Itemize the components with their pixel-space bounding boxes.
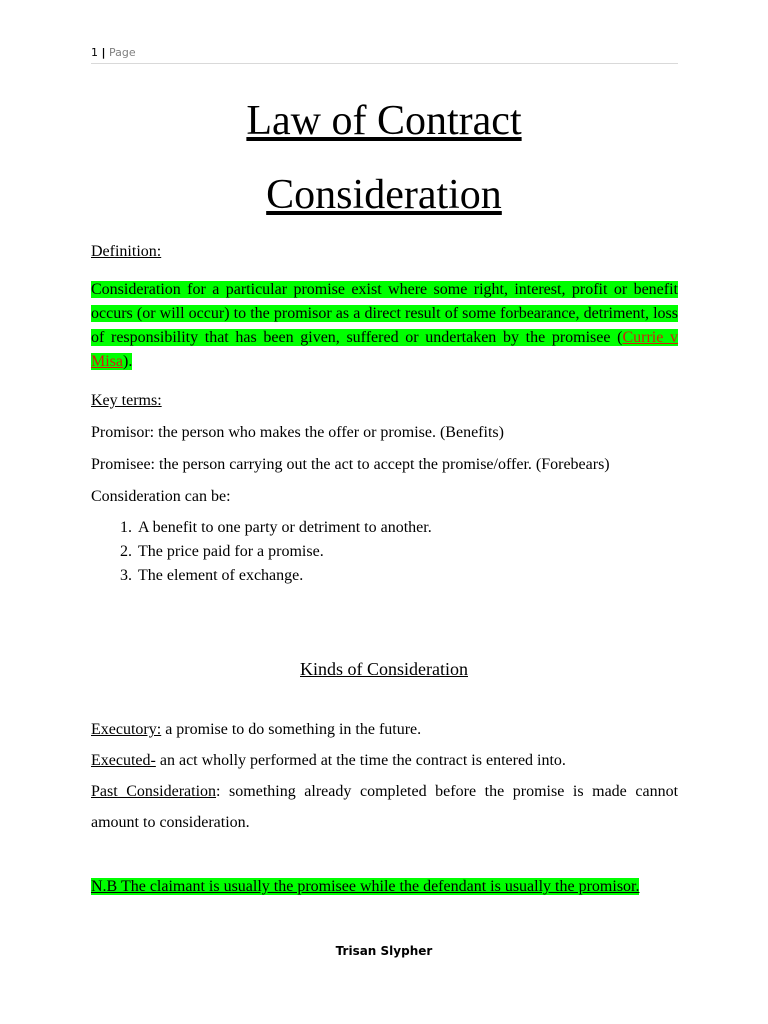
page-footer: Trisan Slypher [335,944,433,958]
definition-text: Consideration for a particular promise exist where some right, interest, profit or benefit occurs (or will occur) to the promisor as a direct result of some forbearance, detriment, loss of responsibility that has been given, suffered or undertaken by the promisee ( [91,281,678,346]
promisee-definition: Promisee: the person carrying out the act to accept the promise/offer. (Forebears) [91,456,610,473]
executory-text: a promise to do something in the future. [161,721,422,738]
definition-heading: Definition: [91,243,162,260]
definition-text-end: ). [123,353,133,370]
definition-paragraph [91,278,678,374]
key-terms-heading: Key terms: [91,392,162,409]
executed-line [91,745,678,776]
main-content [91,243,678,588]
document-title: Law of Contract [246,98,522,144]
executed-term: Executed- [91,752,156,769]
consideration-list [91,516,678,588]
past-consideration-line [91,776,678,838]
page-label: Page [109,46,136,59]
executed-text: an act wholly performed at the time the contract is entered into. [155,752,566,769]
kinds-heading: Kinds of Consideration [300,659,468,679]
page-header [91,46,678,64]
case-link[interactable]: Currie v Misa [91,329,679,370]
list-item: 2. The price paid for a promise. [136,540,678,564]
note-block [91,871,678,902]
document-subtitle: Consideration [266,172,502,218]
list-item: 3. The element of exchange. [136,564,678,588]
past-term: Past Consideration [91,783,217,800]
promisor-definition: Promisor: the person who makes the offer or promise. (Benefits) [91,424,504,441]
list-item: 1. A benefit to one party or detriment to another. [136,516,678,540]
note-text: N.B The claimant is usually the promisee while the defendant is usually the promisor. [91,878,640,895]
header-separator: | [101,46,106,59]
page-number: 1 [91,46,98,59]
kinds-section [91,714,678,838]
executory-term: Executory: [91,721,162,738]
consideration-intro: Consideration can be: [91,488,231,505]
executory-line [91,714,678,745]
past-text: : something already completed before the promise is made cannot amount to consideration. [91,783,679,831]
